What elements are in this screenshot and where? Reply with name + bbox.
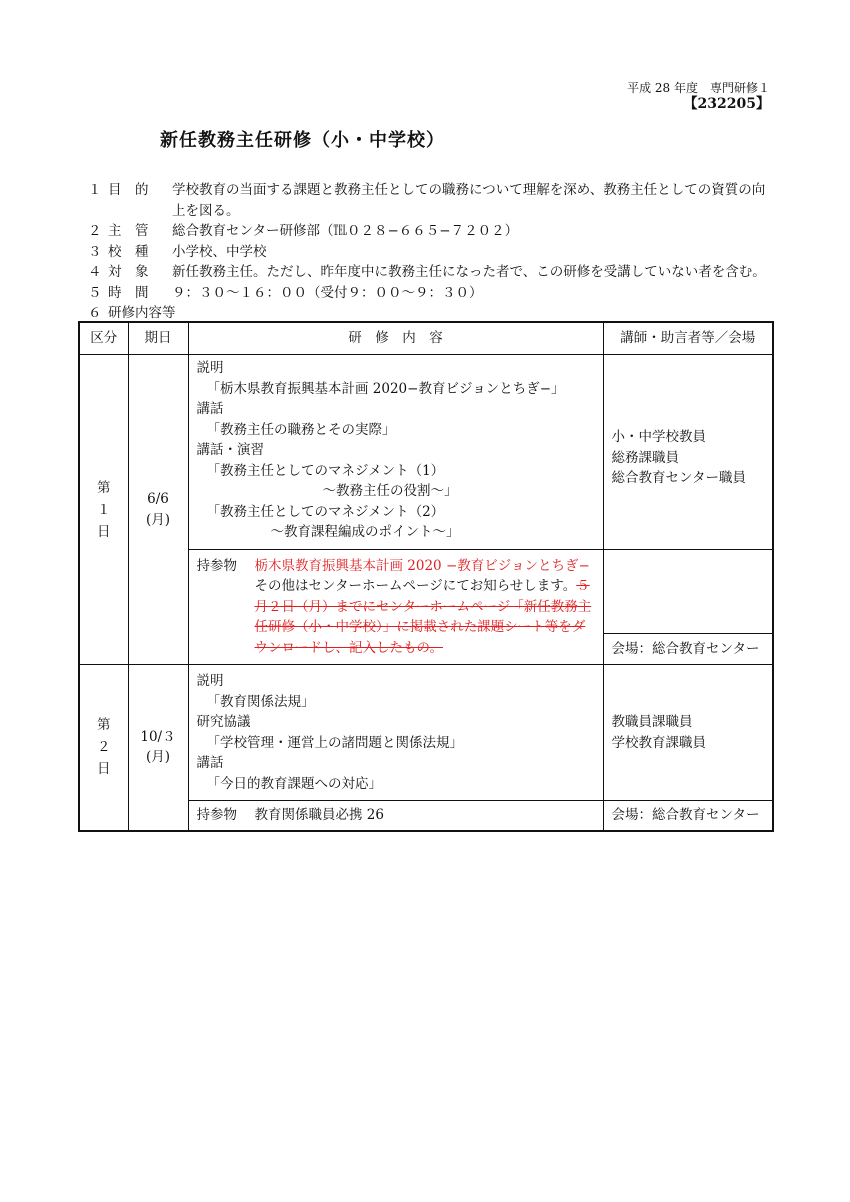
header-date: 期日	[128, 322, 188, 355]
item-number: ６	[88, 305, 102, 321]
outline-list	[88, 180, 778, 324]
bring-cell	[188, 549, 603, 665]
item-label: 主 管	[108, 223, 149, 239]
instructor-cell	[603, 665, 773, 801]
content-line: 講話	[196, 755, 224, 771]
item-label: 目 的	[108, 182, 149, 198]
year-course-label: 平成 28 年度 専門研修１	[627, 81, 770, 95]
weekday-value: (月)	[145, 511, 171, 528]
item-number: ５	[88, 284, 102, 301]
date-value: 6/6	[147, 491, 169, 507]
instructor-line: 小・中学校教員	[611, 429, 706, 445]
item-text: 学校教育の当面する課題と教務主任としての職務について理解を深め、教務主任としての資質の向上を図る。	[172, 182, 766, 219]
bring-label: 持参物	[196, 557, 237, 574]
page-title: 新任教務主任研修（小・中学校）	[160, 130, 445, 151]
outline-item-host	[88, 221, 778, 242]
content-line: 「教務主任としてのマネジメント（2）	[206, 503, 445, 520]
outline-item-school-type	[88, 242, 778, 263]
content-line: 講話・演習	[196, 442, 264, 458]
content-line: 「教育関係法規」	[206, 693, 315, 710]
venue-text: 会場：総合教育センター	[604, 633, 773, 664]
content-line: 「教務主任の職務とその実際」	[206, 421, 396, 438]
date-value: 10/３	[140, 728, 176, 745]
table-header-row	[79, 322, 773, 355]
item-text: 小学校、中学校	[172, 243, 267, 260]
bring-item-red: 栃木県教育振興基本計画 2020 −教育ビジョンとちぎ−	[254, 557, 590, 574]
content-line: 「学校管理・運営上の諸問題と関係法規」	[206, 734, 463, 751]
content-line: 説明	[196, 360, 224, 376]
date-cell	[128, 355, 188, 665]
item-text: 総合教育センター研修部（℡０２８−６６５−７２０２）	[172, 223, 519, 239]
division-char: 第	[97, 717, 111, 734]
content-line: 説明	[196, 673, 224, 689]
item-label: 校 種	[108, 243, 149, 260]
instructor-cell	[603, 355, 773, 550]
document-header	[627, 80, 770, 112]
item-number: ４	[88, 264, 102, 280]
header-division: 区分	[79, 322, 128, 355]
table-row	[79, 665, 773, 801]
venue-cell	[603, 801, 773, 831]
outline-item-purpose	[88, 180, 778, 221]
content-cell	[188, 355, 603, 550]
date-cell	[128, 665, 188, 831]
content-cell	[188, 665, 603, 801]
bring-cell	[188, 801, 603, 831]
weekday-value: (月)	[145, 749, 171, 766]
item-label: 研修内容等	[108, 305, 176, 321]
division-char: ２	[97, 739, 111, 756]
schedule-table	[78, 321, 774, 832]
content-line: 〜教務主任の役割〜」	[322, 483, 458, 499]
outline-item-target	[88, 262, 778, 283]
division-cell	[79, 355, 128, 665]
header-instructors: 講師・助言者等／会場	[603, 322, 773, 355]
content-line: 「教務主任としてのマネジメント（1）	[206, 462, 445, 479]
division-char: １	[97, 501, 111, 518]
division-cell	[79, 665, 128, 831]
content-line: 講話	[196, 401, 224, 417]
header-content: 研 修 内 容	[188, 322, 603, 355]
item-text: ９：３０〜１６：００（受付９：００〜９：３０）	[172, 284, 483, 301]
instructor-line: 学校教育課職員	[611, 734, 706, 751]
bring-label: 持参物	[196, 807, 237, 823]
division-char: 第	[97, 479, 111, 496]
item-text: 新任教務主任。ただし、昨年度中に教務主任になった者で、この研修を受講していない者を含む。	[172, 264, 766, 280]
item-label: 対 象	[108, 264, 149, 280]
content-line: 「栃木県教育振興基本計画 2020−教育ビジョンとちぎ−」	[206, 380, 565, 397]
venue-cell	[603, 549, 773, 665]
division-char: 日	[97, 523, 111, 540]
bring-note: 教育関係職員必携 26	[254, 807, 384, 823]
content-line: 〜教育課程編成のポイント〜」	[270, 524, 460, 540]
instructor-line: 総合教育センター職員	[611, 470, 746, 486]
item-number: ３	[88, 243, 102, 260]
content-line: 「今日的教育課題への対応」	[206, 775, 382, 792]
course-code: 【232205】	[683, 96, 770, 112]
item-label: 時 間	[108, 284, 149, 301]
division-char: 日	[97, 761, 111, 778]
instructor-line: 総務課職員	[611, 449, 679, 466]
bring-note: その他はセンターホームページにてお知らせします。	[254, 578, 577, 594]
bring-struck-text: ５月２日（月）までにセンターホームページ「新任教務主任研修（小・中学校）」に掲載された課題シート等をダウンロードし、記入したもの。	[254, 578, 592, 656]
item-number: １	[88, 182, 102, 198]
venue-text: 会場：総合教育センター	[611, 807, 760, 823]
table-row	[79, 355, 773, 550]
item-number: ２	[88, 223, 102, 239]
instructor-line: 教職員課職員	[611, 714, 693, 730]
content-line: 研究協議	[196, 714, 251, 730]
outline-item-time	[88, 283, 778, 304]
